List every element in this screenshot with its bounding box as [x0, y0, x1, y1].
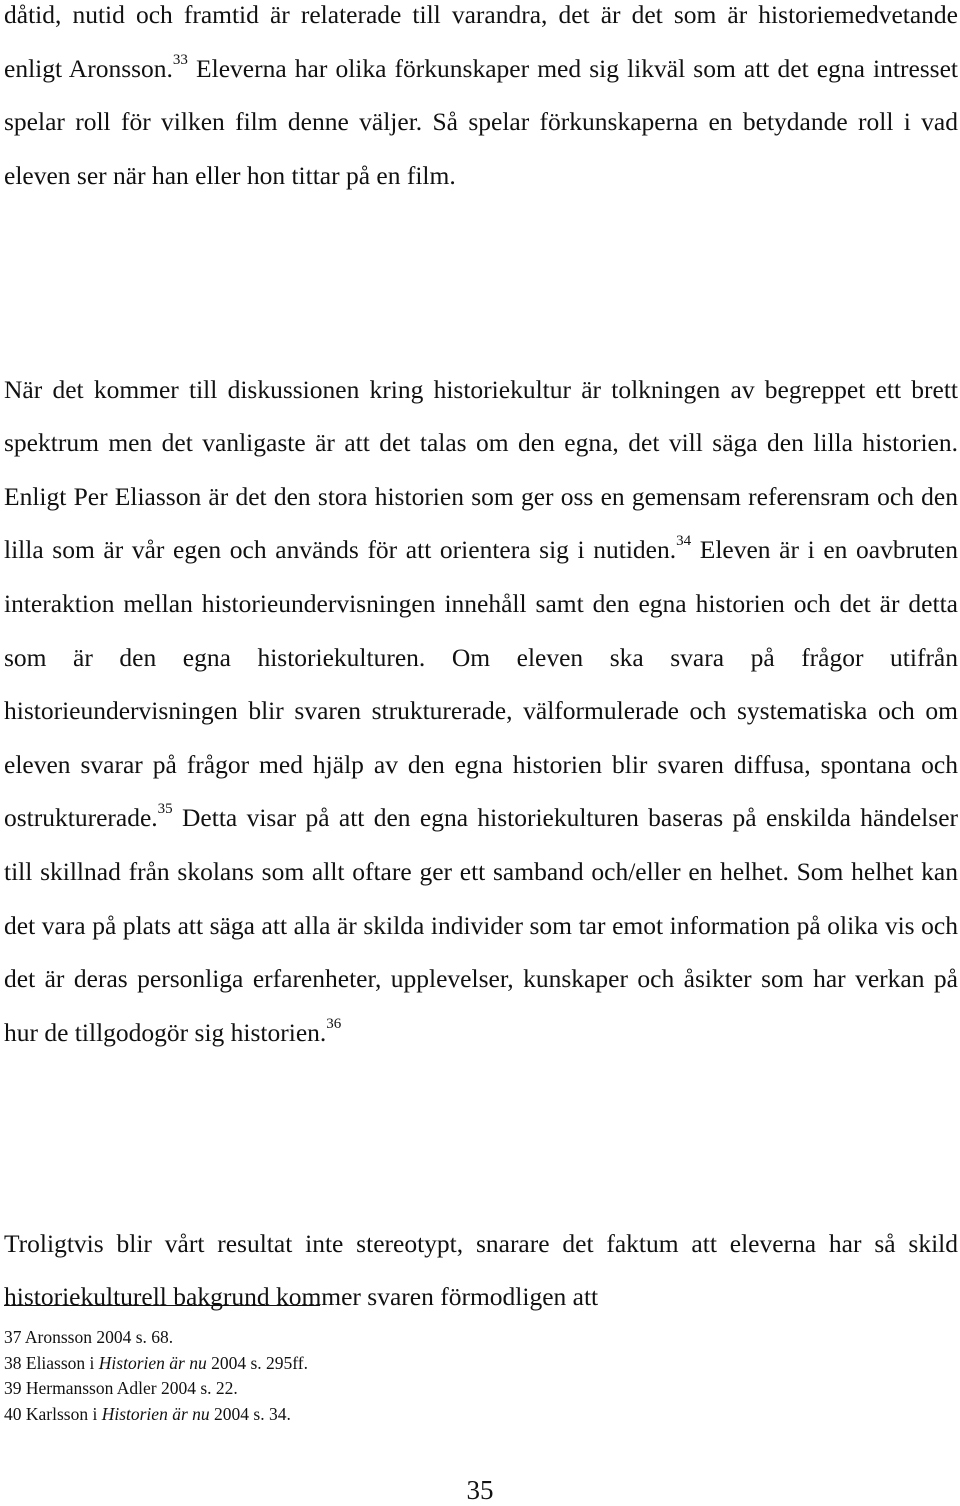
footnote-37 — [4, 1325, 704, 1351]
body-paragraph-1 — [4, 0, 958, 202]
body-paragraph-2 — [4, 363, 958, 1060]
page-number: 35 — [466, 1475, 494, 1505]
body-paragraph-3 — [4, 1217, 958, 1324]
footnote-39 — [4, 1376, 704, 1402]
footnote-text: 2004 s. 295ff. — [206, 1352, 309, 1373]
footnote-38 — [4, 1351, 704, 1377]
paragraph-text: Eleverna har olika förkunskaper med sig likväl som att det egna intresset spelar roll för vilken film denne väljer. Så spelar förkunskaperna en betydande roll i vad eleven ser när han eller hon tittar på en film. — [4, 53, 959, 190]
footnote-40 — [4, 1402, 704, 1428]
footnote-text: 37 Aronsson 2004 s. 68. — [4, 1327, 174, 1347]
footnote-text: 38 Eliasson i — [4, 1352, 99, 1373]
footnote-reference-36: 36 — [326, 1015, 342, 1032]
footnote-reference-33: 33 — [172, 51, 188, 68]
paragraph-text: Troligtvis blir vårt resultat inte stereotypt, snarare det faktum att eleverna har så skild historiekulturell bakgrund kommer svaren förmodligen att — [4, 1228, 958, 1312]
footnote-text: 39 Hermansson Adler 2004 s. 22. — [4, 1378, 238, 1398]
footnote-text: 40 Karlsson i — [4, 1403, 102, 1424]
footnote-title: Historien är nu — [98, 1352, 207, 1373]
paragraph-text: Eleven är i en oavbruten interaktion mellan historieundervisningen innehåll samt den egna historien och det är detta som är den egna historiekulturen. Om eleven ska svara på frågor utifrån historieundervisningen blir svaren strukturerade, välformulerade och systematiska och om eleven svarar på frågor med hjälp av den egna historien blir svaren diffusa, spontana och ostrukturerade. — [4, 535, 958, 833]
paragraph-text: Detta visar på att den egna historiekulturen baseras på enskilda händelser till skillnad från skolans som allt oftare ger ett samband och/eller en helhet. Som helhet kan det vara på plats att säga att alla är skilda individer som tar emot information på olika vis och det är deras personliga erfarenheter, upplevelser, kunskaper och åsikter som har verkan på hur de tillgodogör sig historien. — [4, 803, 958, 1047]
footnote-reference-34: 34 — [676, 533, 692, 550]
footnote-text: 2004 s. 34. — [209, 1403, 291, 1424]
paragraph-text: När det kommer till diskussionen kring historiekultur är tolkningen av begreppet ett brett spektrum men det vanligaste är att det talas om den egna, det vill säga den lilla historien. Enligt Per Eliasson är det den stora historien som ger oss en gemensam referensram och den lilla som är vår egen och används för att orientera sig i nutiden. — [4, 374, 958, 565]
paragraph-text: dåtid, nutid och framtid är relaterade till varandra, det är det som är historiemedvetande enligt Aronsson. — [4, 0, 958, 83]
footnote-title: Historien är nu — [101, 1403, 210, 1424]
footnotes — [4, 1325, 704, 1427]
footnote-reference-35: 35 — [157, 801, 173, 818]
footnote-separator — [4, 1305, 320, 1306]
